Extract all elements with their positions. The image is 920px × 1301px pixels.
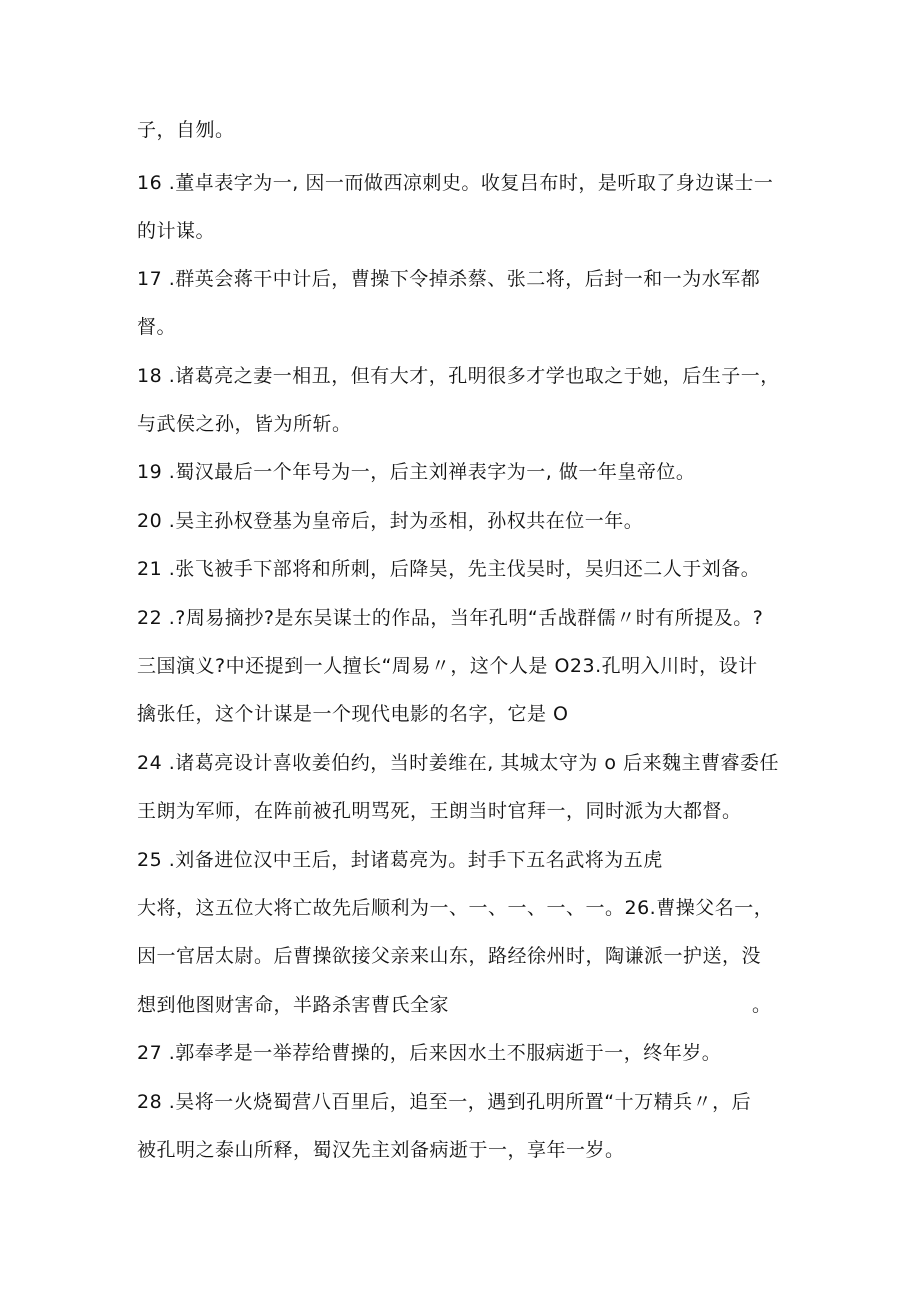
- text-line: 三国演义?中还提到一人擅长“周易〃，这个人是 O23.孔明入川时，设计: [137, 655, 758, 677]
- text-line: 大将，这五位大将亡故先后顺利为一、一、一、一、一。26.曹操父名一，: [137, 897, 774, 919]
- text-line: 王朗为军师，在阵前被孔明骂死，王朗当时官拜一，同时派为大都督。: [137, 800, 742, 822]
- text-line: 擒张任，这个计谋是一个现代电影的名字，它是 O: [137, 703, 569, 725]
- text-line: 被孔明之泰山所释，蜀汉先主刘备病逝于一，享年一岁。: [137, 1139, 625, 1161]
- question-22: 22 .?周易摘抄?是东吴谋士的作品，当年孔明“舌战群儒〃时有所提及。?: [137, 607, 764, 629]
- trailing-period: 。: [752, 994, 772, 1016]
- text-line: 的计谋。: [137, 220, 216, 242]
- text-line: 子，自刎。: [137, 119, 235, 141]
- question-24: 24 .诸葛亮设计喜收姜伯约，当时姜维在, 其城太守为 o 后来魏主曹睿委任: [137, 752, 780, 774]
- question-18: 18 .诸葛亮之妻一相丑，但有大才，孔明很多才学也取之于她，后生子一，: [137, 365, 780, 387]
- question-20: 20 .吴主孙权登基为皇帝后，封为丞相，孙权共在位一年。: [137, 510, 644, 532]
- text-line: 因一官居太尉。后曹操欲接父亲来山东，路经徐州时，陶谦派一护送，没: [137, 945, 762, 967]
- question-16: 16 .董卓表字为一, 因一而做西凉刺史。收复吕布时，是听取了身边谋士一: [137, 172, 774, 194]
- text-line: 与武侯之孙，皆为所斩。: [137, 413, 352, 435]
- text-line: 督。: [137, 316, 177, 338]
- question-28: 28 .吴将一火烧蜀营八百里后，追至一，遇到孔明所置“十万精兵〃，后: [137, 1091, 752, 1113]
- question-27: 27 .郭奉孝是一举荐给曹操的，后来因水土不服病逝于一，终年岁。: [137, 1042, 722, 1064]
- question-19: 19 .蜀汉最后一个年号为一，后主刘禅表字为一, 做一年皇帝位。: [137, 461, 696, 483]
- question-25: 25 .刘备进位汉中王后，封诸葛亮为。封手下五名武将为五虎: [137, 849, 663, 871]
- question-17: 17 .群英会蒋干中计后，曹操下令掉杀蔡、张二将，后封一和一为水军都: [137, 268, 761, 290]
- question-21: 21 .张飞被手下部将和所刺，后降吴，先主伐吴时，吴归还二人于刘备。: [137, 558, 761, 580]
- text-line: 想到他图财害命，半路杀害曹氏全家: [137, 994, 450, 1016]
